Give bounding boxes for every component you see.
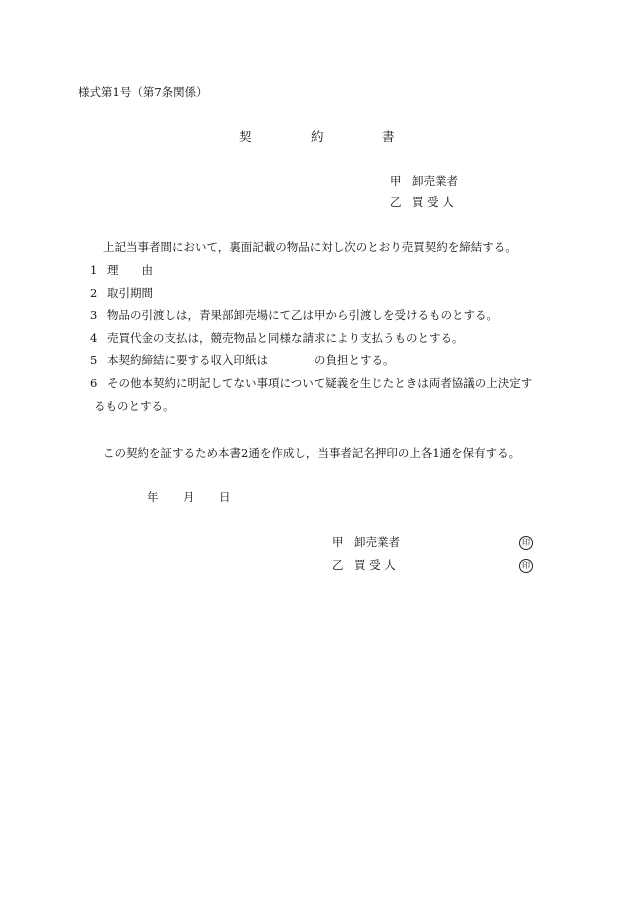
party-role: 甲 [332,535,344,549]
clause-6-continuation: るものとする。 [94,399,175,413]
party-name: 買 受 人 [412,195,454,209]
seal-icon: 印 [519,559,533,573]
title-char-2: 約 [311,129,324,144]
party-name: 買 受 人 [354,558,396,572]
clause-text: 取引期間 [107,286,153,300]
closing-text: この契約を証するため本書2通を作成し，当事者記名押印の上各1通を保有する。 [103,446,521,460]
clause-4 [90,333,464,345]
clause-text: 理 由 [107,263,153,277]
intro-text: 上記当事者間において，裏面記載の物品に対し次のとおり売買契約を締結する。 [103,240,517,254]
date-year: 年 [147,490,159,504]
party-role: 乙 [390,195,402,209]
party-name: 卸売業者 [412,174,458,188]
clause-number: 1 [90,263,98,277]
clause-1 [90,265,153,277]
clause-3 [90,310,498,322]
clause-number: 6 [90,376,98,390]
party-name: 卸売業者 [354,535,400,549]
party-top-a [390,176,458,188]
document-title [0,131,630,147]
date-day: 日 [219,490,231,504]
seal-icon: 印 [519,536,533,550]
date-month: 月 [183,490,195,504]
clause-2 [90,288,153,300]
clause-number: 3 [90,308,98,322]
clause-number: 4 [90,331,98,345]
title-char-1: 契 [239,129,252,144]
form-label: 様式第1号（第7条関係） [78,85,208,99]
title-char-3: 書 [382,129,395,144]
party-role: 甲 [390,174,402,188]
party-top-b [390,197,454,209]
clause-text: 本契約締結に要する収入印紙は [107,353,268,367]
party-role: 乙 [332,558,344,572]
clause-text: 売買代金の支払は，競売物品と同様な請求により支払うものとする。 [107,331,464,345]
clause-6 [90,378,532,390]
clause-text: 物品の引渡しは，青果部卸売場にて乙は甲から引渡しを受けるものとする。 [107,308,498,322]
clause-text: その他本契約に明記してない事項について疑義を生じたときは両者協議の上決定す [107,376,533,390]
clause-5 [90,355,395,367]
clause-number: 2 [90,286,98,300]
party-bottom-a [332,537,400,549]
clause-number: 5 [90,353,98,367]
clause-text-suffix: の負担とする。 [314,353,395,367]
party-bottom-b [332,560,396,572]
